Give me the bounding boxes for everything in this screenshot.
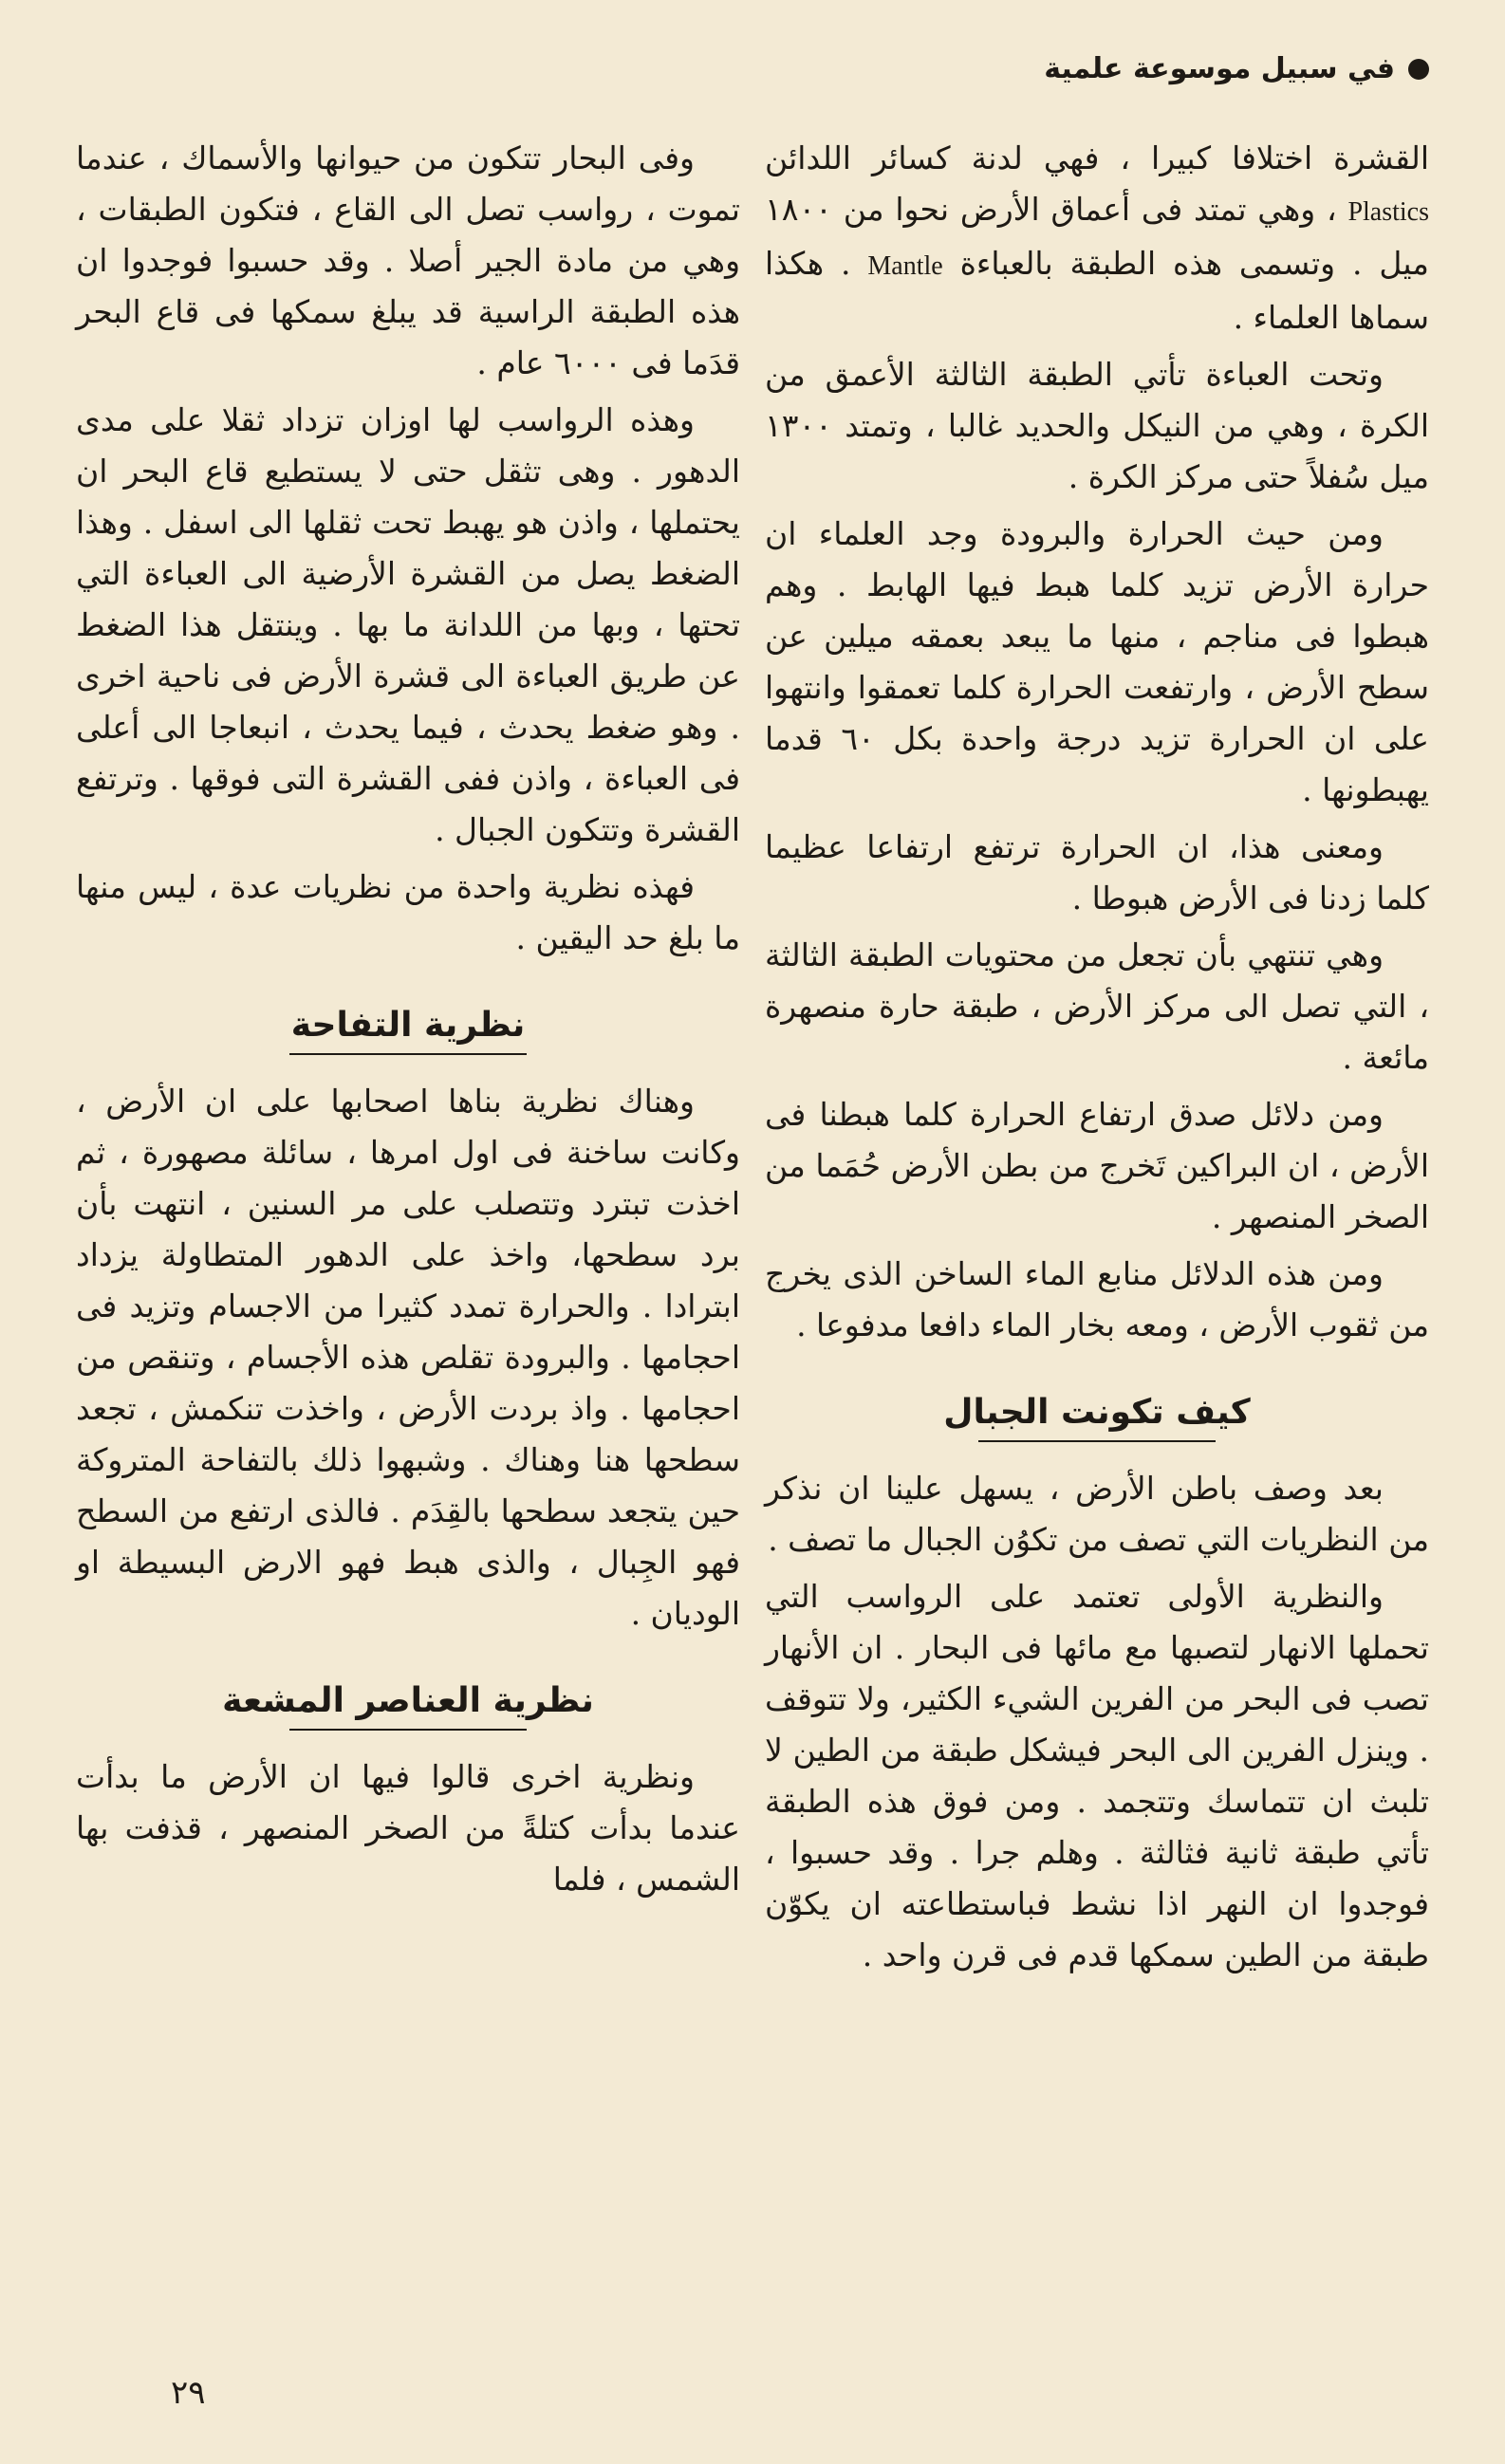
paragraph: وتحت العباءة تأتي الطبقة الثالثة الأعمق من الكرة ، وهي من النيكل والحديد غالبا ، وتمتد ١٣٠٠ ميل سُفلاً حتى مركز الكرة . [765, 356, 1429, 495]
paragraph: ومن دلائل صدق ارتفاع الحرارة كلما هبطنا فى الأرض ، ان البراكين تَخرج من بطن الأرض حُمَما من الصخر المنصهر . [765, 1096, 1429, 1235]
paragraph-text: القشرة اختلافا كبيرا ، فهي لدنة كسائر اللدائن [765, 139, 1429, 176]
page-number: ٢٩ [171, 2374, 206, 2412]
paragraph: وهي تنتهي بأن تجعل من محتويات الطبقة الثالثة ، التي تصل الى مركز الأرض ، طبقة حارة منصهرة مائعة . [765, 936, 1429, 1076]
paragraph: والنظرية الأولى تعتمد على الرواسب التي تحملها الانهار لتصبها مع مائها فى البحار . ان الأنهار تصب فى البحر من الفرين الشيء الكثير، ولا تتوقف . وينزل الفرين الى البحر فيشكل طبقة من الطين لا تلبث ان تتماسك وتتجمد . ومن فوق هذه الطبقة تأتي طبقة ثانية فثالثة . وهلم جرا . وقد حسبوا ، فوجدوا ان النهر اذا نشط فباستطاعته ان يكوّن طبقة من الطين سمكها قدم فى قرن واحد . [765, 1578, 1429, 1973]
paragraph-text: ، وهي تمتد فى أعماق الأرض نحوا من ١٨٠٠ ميل . وتسمى هذه الطبقة بالعباءة [765, 191, 1429, 282]
paragraph: وهذه الرواسب لها اوزان تزداد ثقلا على مدى الدهور . وهى تثقل حتى لا يستطيع قاع البحر ان يحتملها ، واذن هو يهبط تحت ثقلها الى اسفل . وهذا الضغط يصل من القشرة الأرضية الى العباءة التي تحتها ، وبها من اللدانة ما بها . وينتقل هذا الضغط عن طريق العباءة الى قشرة الأرض فى ناحية اخرى . وهو ضغط يحدث ، فيما يحدث ، انبعاجا الى أعلى فى العباءة ، واذن ففى القشرة التى فوقها . وترتفع القشرة وتتكون الجبال . [76, 401, 740, 848]
latin-term: Mantle [867, 251, 943, 281]
bullet-icon [1408, 59, 1429, 80]
section-heading [76, 1000, 740, 1055]
paragraph: ومن هذه الدلائل منابع الماء الساخن الذى يخرج من ثقوب الأرض ، ومعه بخار الماء دافعا مدفوعا . [765, 1255, 1429, 1343]
section-heading-text: نظرية العناصر المشعة [222, 1681, 594, 1720]
paragraph-text: . هكذا سماها العلماء . [765, 245, 1429, 336]
section-heading [765, 1387, 1429, 1442]
heading-underline [289, 1729, 527, 1731]
paragraph: ومن حيث الحرارة والبرودة وجد العلماء ان حرارة الأرض تزيد كلما هبط فيها الهابط . وهم هبطوا فى مناجم ، منها ما يبعد بعمقه ميلين عن سطح الأرض ، وارتفعت الحرارة كلما تعمقوا وانتهوا على ان الحرارة تزيد درجة واحدة بكل ٦٠ قدما يهبطونها . [765, 515, 1429, 808]
paragraph: ونظرية اخرى قالوا فيها ان الأرض ما بدأت عندما بدأت كتلةً من الصخر المنصهر ، قذفت بها الشمس ، فلما [76, 1758, 740, 1898]
section-heading-text: كيف تكونت الجبال [943, 1393, 1251, 1432]
header-title: في سبيل موسوعة علمية [1044, 52, 1395, 85]
section-heading-text: نظرية التفاحة [290, 1006, 526, 1045]
paragraph: وفى البحار تتكون من حيوانها والأسماك ، عندما تموت ، رواسب تصل الى القاع ، فتكون الطبقات ، وهي من مادة الجير أصلا . وقد حسبوا فوجدوا ان هذه الطبقة الراسية قد يبلغ سمكها فى قاع البحر قدَما فى ٦٠٠٠ عام . [76, 139, 740, 381]
latin-term: Plastics [1347, 197, 1429, 227]
left-column [76, 133, 740, 1911]
paragraph: وهناك نظرية بناها اصحابها على ان الأرض ، وكانت ساخنة فى اول امرها ، سائلة مصهورة ، ثم اخذت تبترد وتتصلب على مر السنين ، انتهت بأن برد سطحها، واخذ على الدهور المتطاولة يزداد ابترادا . والحرارة تمدد كثيرا من الاجسام وتزيد فى احجامها . والبرودة تقلص هذه الأجسام ، وتنقص من احجامها . واذ بردت الأرض ، واخذت تنكمش ، تجعد سطحها هنا وهناك . وشبهوا ذلك بالتفاحة المتروكة حين يتجعد سطحها بالقِدَم . فالذى ارتفع من السطح فهو الجِبال ، والذى هبط فهو الارض البسيطة او الوديان . [76, 1083, 740, 1632]
section-heading [76, 1676, 740, 1731]
paragraph: ومعنى هذا، ان الحرارة ترتفع ارتفاعا عظيما كلما زدنا فى الأرض هبوطا . [765, 828, 1429, 917]
paragraph: بعد وصف باطن الأرض ، يسهل علينا ان نذكر من النظريات التي تصف من تكوُن الجبال ما تصف . [765, 1470, 1429, 1558]
paragraph [765, 133, 1429, 343]
heading-underline [289, 1053, 527, 1055]
heading-underline [978, 1440, 1216, 1442]
right-column [765, 133, 1429, 1987]
paragraph: فهذه نظرية واحدة من نظريات عدة ، ليس منها ما بلغ حد اليقين . [76, 868, 740, 956]
running-header [1044, 52, 1429, 85]
